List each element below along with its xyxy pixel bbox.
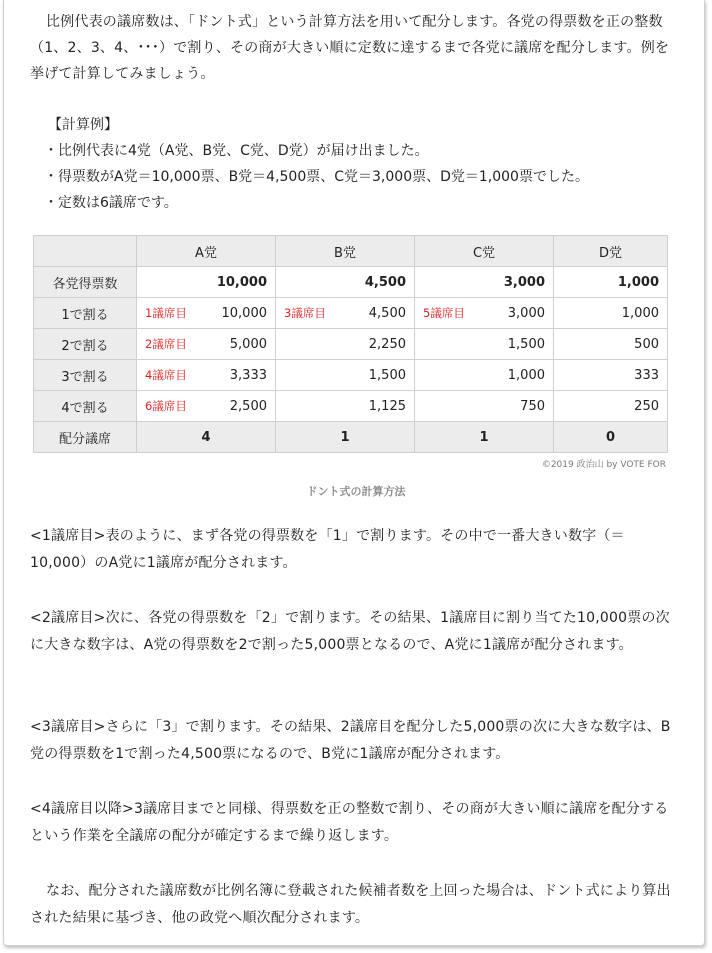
table-row [34, 267, 668, 298]
seat-order-label: 3議席目 [284, 306, 326, 320]
quotient-cell: 1,500 [276, 360, 415, 391]
figure-caption: ドント式の計算方法 [306, 485, 406, 498]
allocated-seats: 1 [415, 422, 554, 453]
intro-paragraph [30, 9, 675, 87]
quotient-cell: 2,250 [276, 329, 415, 360]
explanation-paragraph: <2議席目>次に、各党の得票数を「2」で割ります。その結果、1議席目に割り当てた10,000票の次に大きな数字は、A党の得票数を2で割った5,000票となるので、A党に1議席が配分されます。 [30, 610, 670, 653]
allocated-seats: 0 [554, 422, 668, 453]
table-row [34, 391, 668, 422]
quotient-cell: 1,500 [415, 329, 554, 360]
table-row [34, 360, 668, 391]
seat-order-label: 5議席目 [423, 306, 465, 320]
vote-count: 10,000 [137, 267, 276, 298]
seat-order-label: 6議席目 [145, 399, 187, 413]
quotient-cell [276, 298, 415, 329]
quotient-cell: 1,000 [554, 298, 668, 329]
intro-text: 比例代表の議席数は、「ドント式」という計算方法を用いて配分します。各党の得票数を正の整数（1、2、3、4、･･･）で割り、その商が大きい順に定数に達するまで各党に議席を配分します。例を挙げて計算してみましょう。 [30, 14, 670, 82]
party-header: D党 [554, 236, 668, 267]
quotient-cell [137, 360, 276, 391]
quotient-cell: 750 [415, 391, 554, 422]
quotient-value: 2,500 [229, 398, 267, 414]
example-bullet: ・ 得票数がA党＝10,000票、B党＝4,500票、C党＝3,000票、D党＝1,000票でした。 [44, 164, 589, 190]
vote-count: 1,000 [554, 267, 668, 298]
quotient-cell: 1,125 [276, 391, 415, 422]
quotient-cell: 1,000 [415, 360, 554, 391]
quotient-value: 5,000 [229, 336, 267, 352]
row-label: 配分議席 [34, 422, 137, 453]
quotient-value: 4,500 [368, 305, 406, 321]
quotient-value: 3,333 [229, 367, 267, 383]
table-corner [34, 236, 137, 267]
quotient-cell: 500 [554, 329, 668, 360]
row-label: 3で割る [34, 360, 137, 391]
example-bullet: ・ 定数は6議席です。 [44, 190, 589, 216]
calculation-example [44, 112, 589, 216]
party-header: B党 [276, 236, 415, 267]
seat-order-label: 2議席目 [145, 337, 187, 351]
table-row [34, 329, 668, 360]
quotient-cell [137, 329, 276, 360]
allocated-seats: 4 [137, 422, 276, 453]
closing-text: なお、配分された議席数が比例名簿に登載された候補者数を上回った場合は、ドント式により算出された結果に基づき、他の政党へ順次配分されます。 [30, 883, 671, 926]
row-label: 4で割る [34, 391, 137, 422]
table-row [34, 422, 668, 453]
quotient-cell: 250 [554, 391, 668, 422]
quotient-value: 3,000 [507, 305, 545, 321]
quotient-value: 10,000 [221, 305, 267, 321]
party-header: A党 [137, 236, 276, 267]
example-bullet: ・ 比例代表に4党（A党、B党、C党、D党）が届け出ました。 [44, 138, 589, 164]
table-header-row [34, 236, 668, 267]
quotient-cell [137, 391, 276, 422]
quotient-cell [415, 298, 554, 329]
allocated-seats: 1 [276, 422, 415, 453]
image-credit: ©2019 政治山 by VOTE FOR [541, 460, 666, 470]
row-label: 各党得票数 [34, 267, 137, 298]
explanation-paragraph: <1議席目>表のように、まず各党の得票数を「1」で割ります。その中で一番大きい数字（＝10,000）のA党に1議席が配分されます。 [30, 528, 625, 571]
table-row [34, 298, 668, 329]
quotient-cell [137, 298, 276, 329]
row-label: 1で割る [34, 298, 137, 329]
explanation-paragraph: <3議席目>さらに「3」で割ります。その結果、2議席目を配分した5,000票の次に大きな数字は、B党の得票数を1で割った4,500票になるので、B党に1議席が配分されます。 [30, 719, 671, 762]
row-label: 2で割る [34, 329, 137, 360]
closing-paragraph [30, 878, 675, 932]
vote-count: 3,000 [415, 267, 554, 298]
vote-count: 4,500 [276, 267, 415, 298]
seat-order-label: 1議席目 [145, 306, 187, 320]
quotient-cell: 333 [554, 360, 668, 391]
example-title: 【計算例】 [48, 117, 118, 133]
seat-order-label: 4議席目 [145, 368, 187, 382]
dhondt-table [33, 235, 668, 453]
party-header: C党 [415, 236, 554, 267]
explanation-paragraph: <4議席目以降>3議席目までと同様、得票数を正の整数で割り、その商が大きい順に議席を配分するという作業を全議席の配分が確定するまで繰り返します。 [30, 801, 669, 844]
